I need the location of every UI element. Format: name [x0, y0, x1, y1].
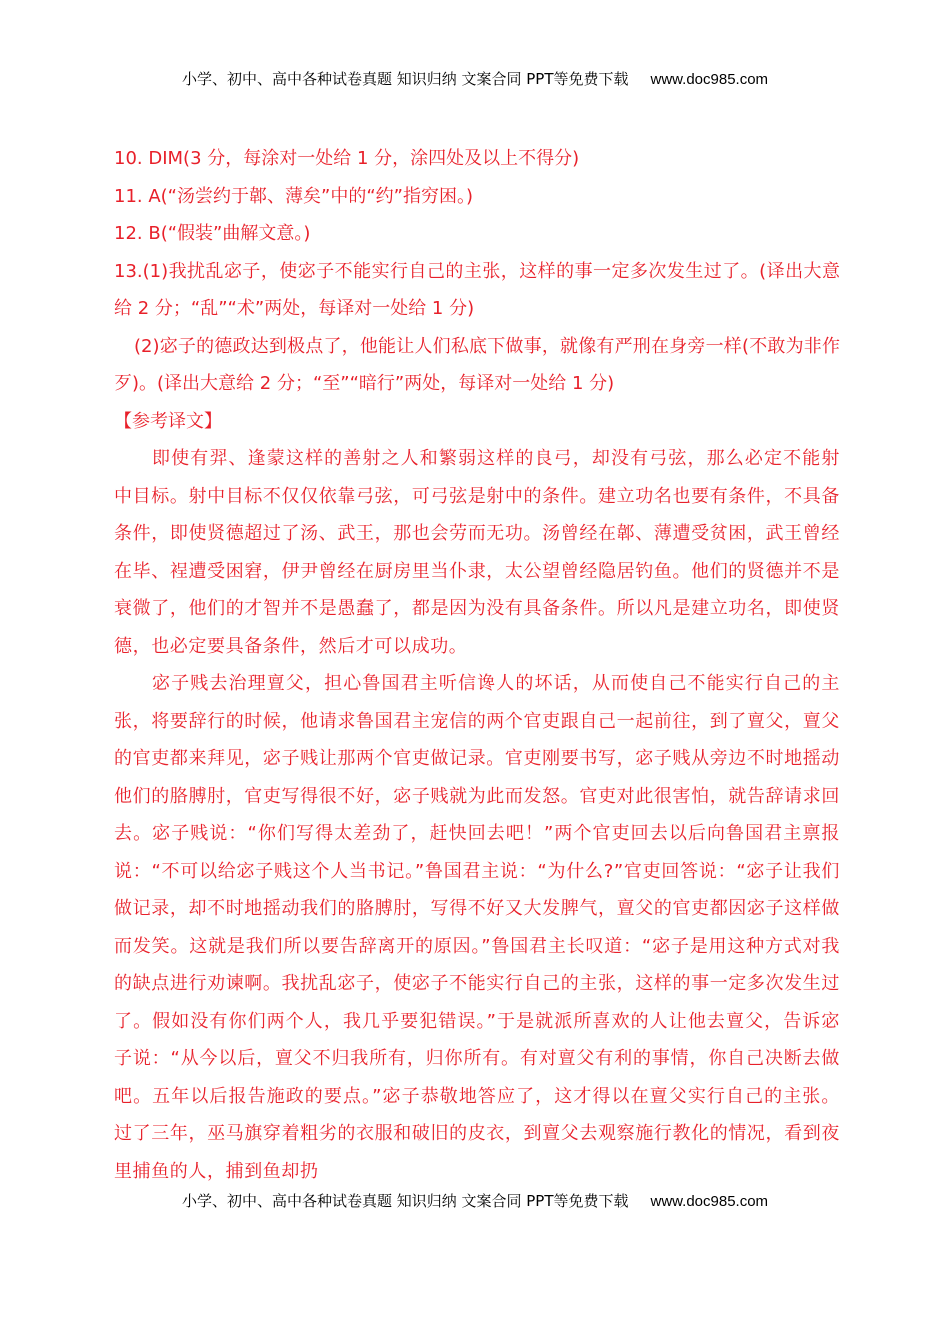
footer-text: 小学、初中、高中各种试卷真题 知识归纳 文案合同 PPT等免费下载	[181, 1192, 629, 1210]
page-header	[0, 68, 950, 89]
answer-content	[114, 140, 840, 1190]
header-text: 小学、初中、高中各种试卷真题 知识归纳 文案合同 PPT等免费下载	[181, 70, 629, 88]
answer-13-2: (2)宓子的德政达到极点了，他能让人们私底下做事，就像有严刑在身旁一样(不敢为非作歹)。(译出大意给 2 分；“至”“暗行”两处，每译对一处给 1 分)	[114, 335, 840, 394]
answer-12: 12. B(“假装”曲解文意。)	[114, 223, 311, 244]
footer-url[interactable]: www.doc985.com	[650, 1193, 769, 1210]
answer-13-1: 13.(1)我扰乱宓子，使宓子不能实行自己的主张，这样的事一定多次发生过了。(译出大意给 2 分；“乱”“术”两处，每译对一处给 1 分)	[114, 260, 840, 319]
reference-heading: 【参考译文】	[114, 410, 222, 432]
page-footer	[0, 1190, 950, 1211]
reference-paragraph-2: 宓子贱去治理亶父，担心鲁国君主听信谗人的坏话，从而使自己不能实行自己的主张，将要辞行的时候，他请求鲁国君主宠信的两个官吏跟自己一起前往，到了亶父，亶父的官吏都来拜见，宓子贱让那两个官吏做记录。官吏刚要书写，宓子贱从旁边不时地摇动他们的胳膊肘，官吏写得很不好，宓子贱就为此而发怒。官吏对此很害怕，就告辞请求回去。宓子贱说：“你们写得太差劲了，赶快回去吧！”两个官吏回去以后向鲁国君主禀报说：“不可以给宓子贱这个人当书记。”鲁国君主说：“为什么?”官吏回答说：“宓子让我们做记录，却不时地摇动我们的胳膊肘，写得不好又大发脾气，亶父的官吏都因宓子这样做而发笑。这就是我们所以要告辞离开的原因。”鲁国君主长叹道：“宓子是用这种方式对我的缺点进行劝谏啊。我扰乱宓子，使宓子不能实行自己的主张，这样的事一定多次发生过了。假如没有你们两个人，我几乎要犯错误。”于是就派所喜欢的人让他去亶父，告诉宓子说：“从今以后，亶父不归我所有，归你所有。有对亶父有利的事情，你自己决断去做吧。五年以后报告施政的要点。”宓子恭敬地答应了，这才得以在亶父实行自己的主张。过了三年，巫马旗穿着粗劣的衣服和破旧的皮衣，到亶父去观察施行教化的情况，看到夜里捕鱼的人，捕到鱼却扔	[114, 673, 840, 1182]
answer-11: 11. A(“汤尝约于郼、薄矣”中的“约”指穷困。)	[114, 185, 474, 207]
header-url[interactable]: www.doc985.com	[650, 71, 769, 88]
reference-paragraph-1: 即使有羿、逢蒙这样的善射之人和繁弱这样的良弓，却没有弓弦，那么必定不能射中目标。射中目标不仅仅依靠弓弦，可弓弦是射中的条件。建立功名也要有条件，不具备条件，即使贤德超过了汤、武王，那也会劳而无功。汤曾经在郼、薄遭受贫困，武王曾经在毕、裎遭受困窘，伊尹曾经在厨房里当仆隶，太公望曾经隐居钓鱼。他们的贤德并不是衰微了，他们的才智并不是愚蠢了，都是因为没有具备条件。所以凡是建立功名，即使贤德，也必定要具备条件，然后才可以成功。	[114, 448, 840, 657]
answer-10: 10. DIM(3 分，每涂对一处给 1 分，涂四处及以上不得分)	[114, 148, 580, 169]
